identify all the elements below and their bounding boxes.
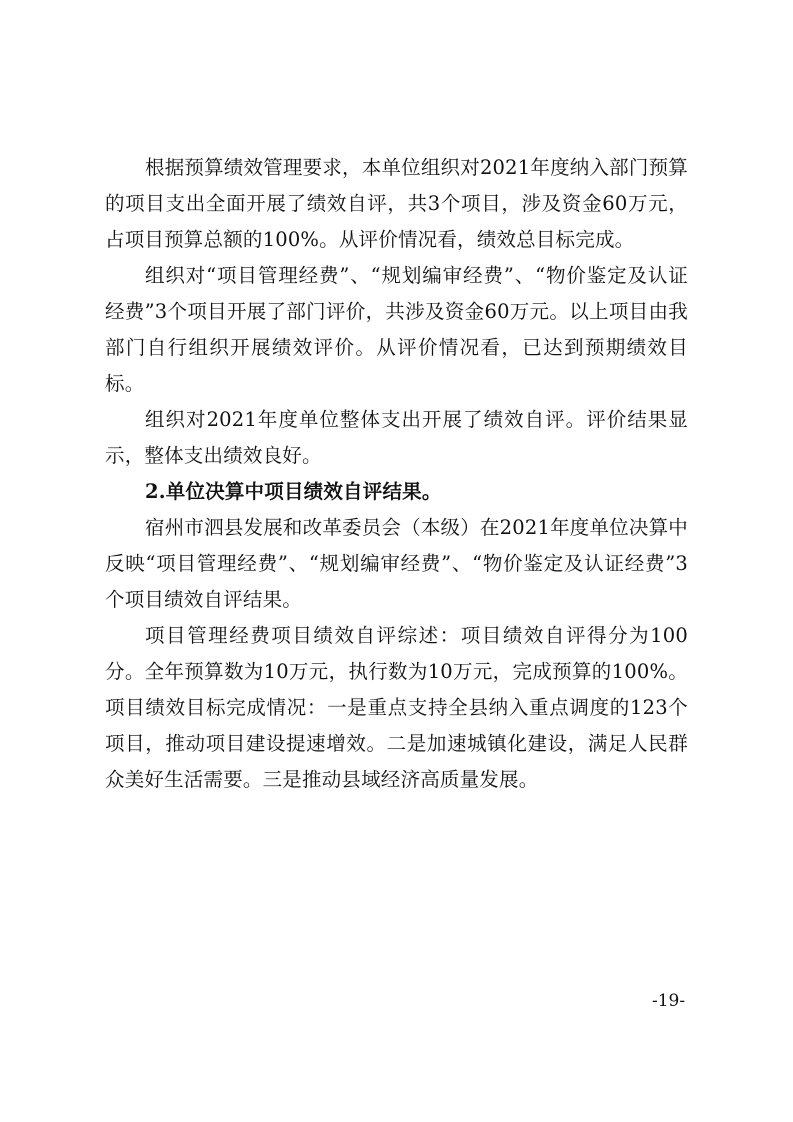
paragraph-department-evaluation: 组织对“项目管理经费”、“规划编审经费”、“物价鉴定及认证经费”3个项目开展了部门评价，共涉及资金60万元。以上项目由我部门自行组织开展绩效评价。从评价情况看，已达到预期绩效目标。 — [105, 264, 688, 395]
page-number: -19- — [652, 991, 686, 1011]
paragraph-overall-expenditure: 组织对2021年度单位整体支出开展了绩效自评。评价结果显示，整体支出绩效良好。 — [105, 408, 688, 467]
paragraph-final-accounts: 宿州市泗县发展和改革委员会（本级）在2021年度单位决算中反映“项目管理经费”、“规划编审经费”、“物价鉴定及认证经费”3个项目绩效自评结果。 — [105, 516, 688, 611]
section-heading-project-results: 2.单位决算中项目绩效自评结果。 — [145, 480, 442, 503]
paragraph-project-management-summary: 项目管理经费项目绩效自评综述：项目绩效自评得分为100分。全年预算数为10万元，执行数为10万元，完成预算的100%。项目绩效目标完成情况：一是重点支持全县纳入重点调度的123个项目，推动项目建设提速增效。二是加速城镇化建设，满足人民群众美好生活需要。三是推动县域经济高质量发展。 — [105, 624, 688, 791]
document-body — [105, 150, 688, 798]
paragraph-budget-self-evaluation: 根据预算绩效管理要求，本单位组织对2021年度纳入部门预算的项目支出全面开展了绩效自评，共3个项目，涉及资金60万元，占项目预算总额的100%。从评价情况看，绩效总目标完成。 — [105, 156, 688, 251]
